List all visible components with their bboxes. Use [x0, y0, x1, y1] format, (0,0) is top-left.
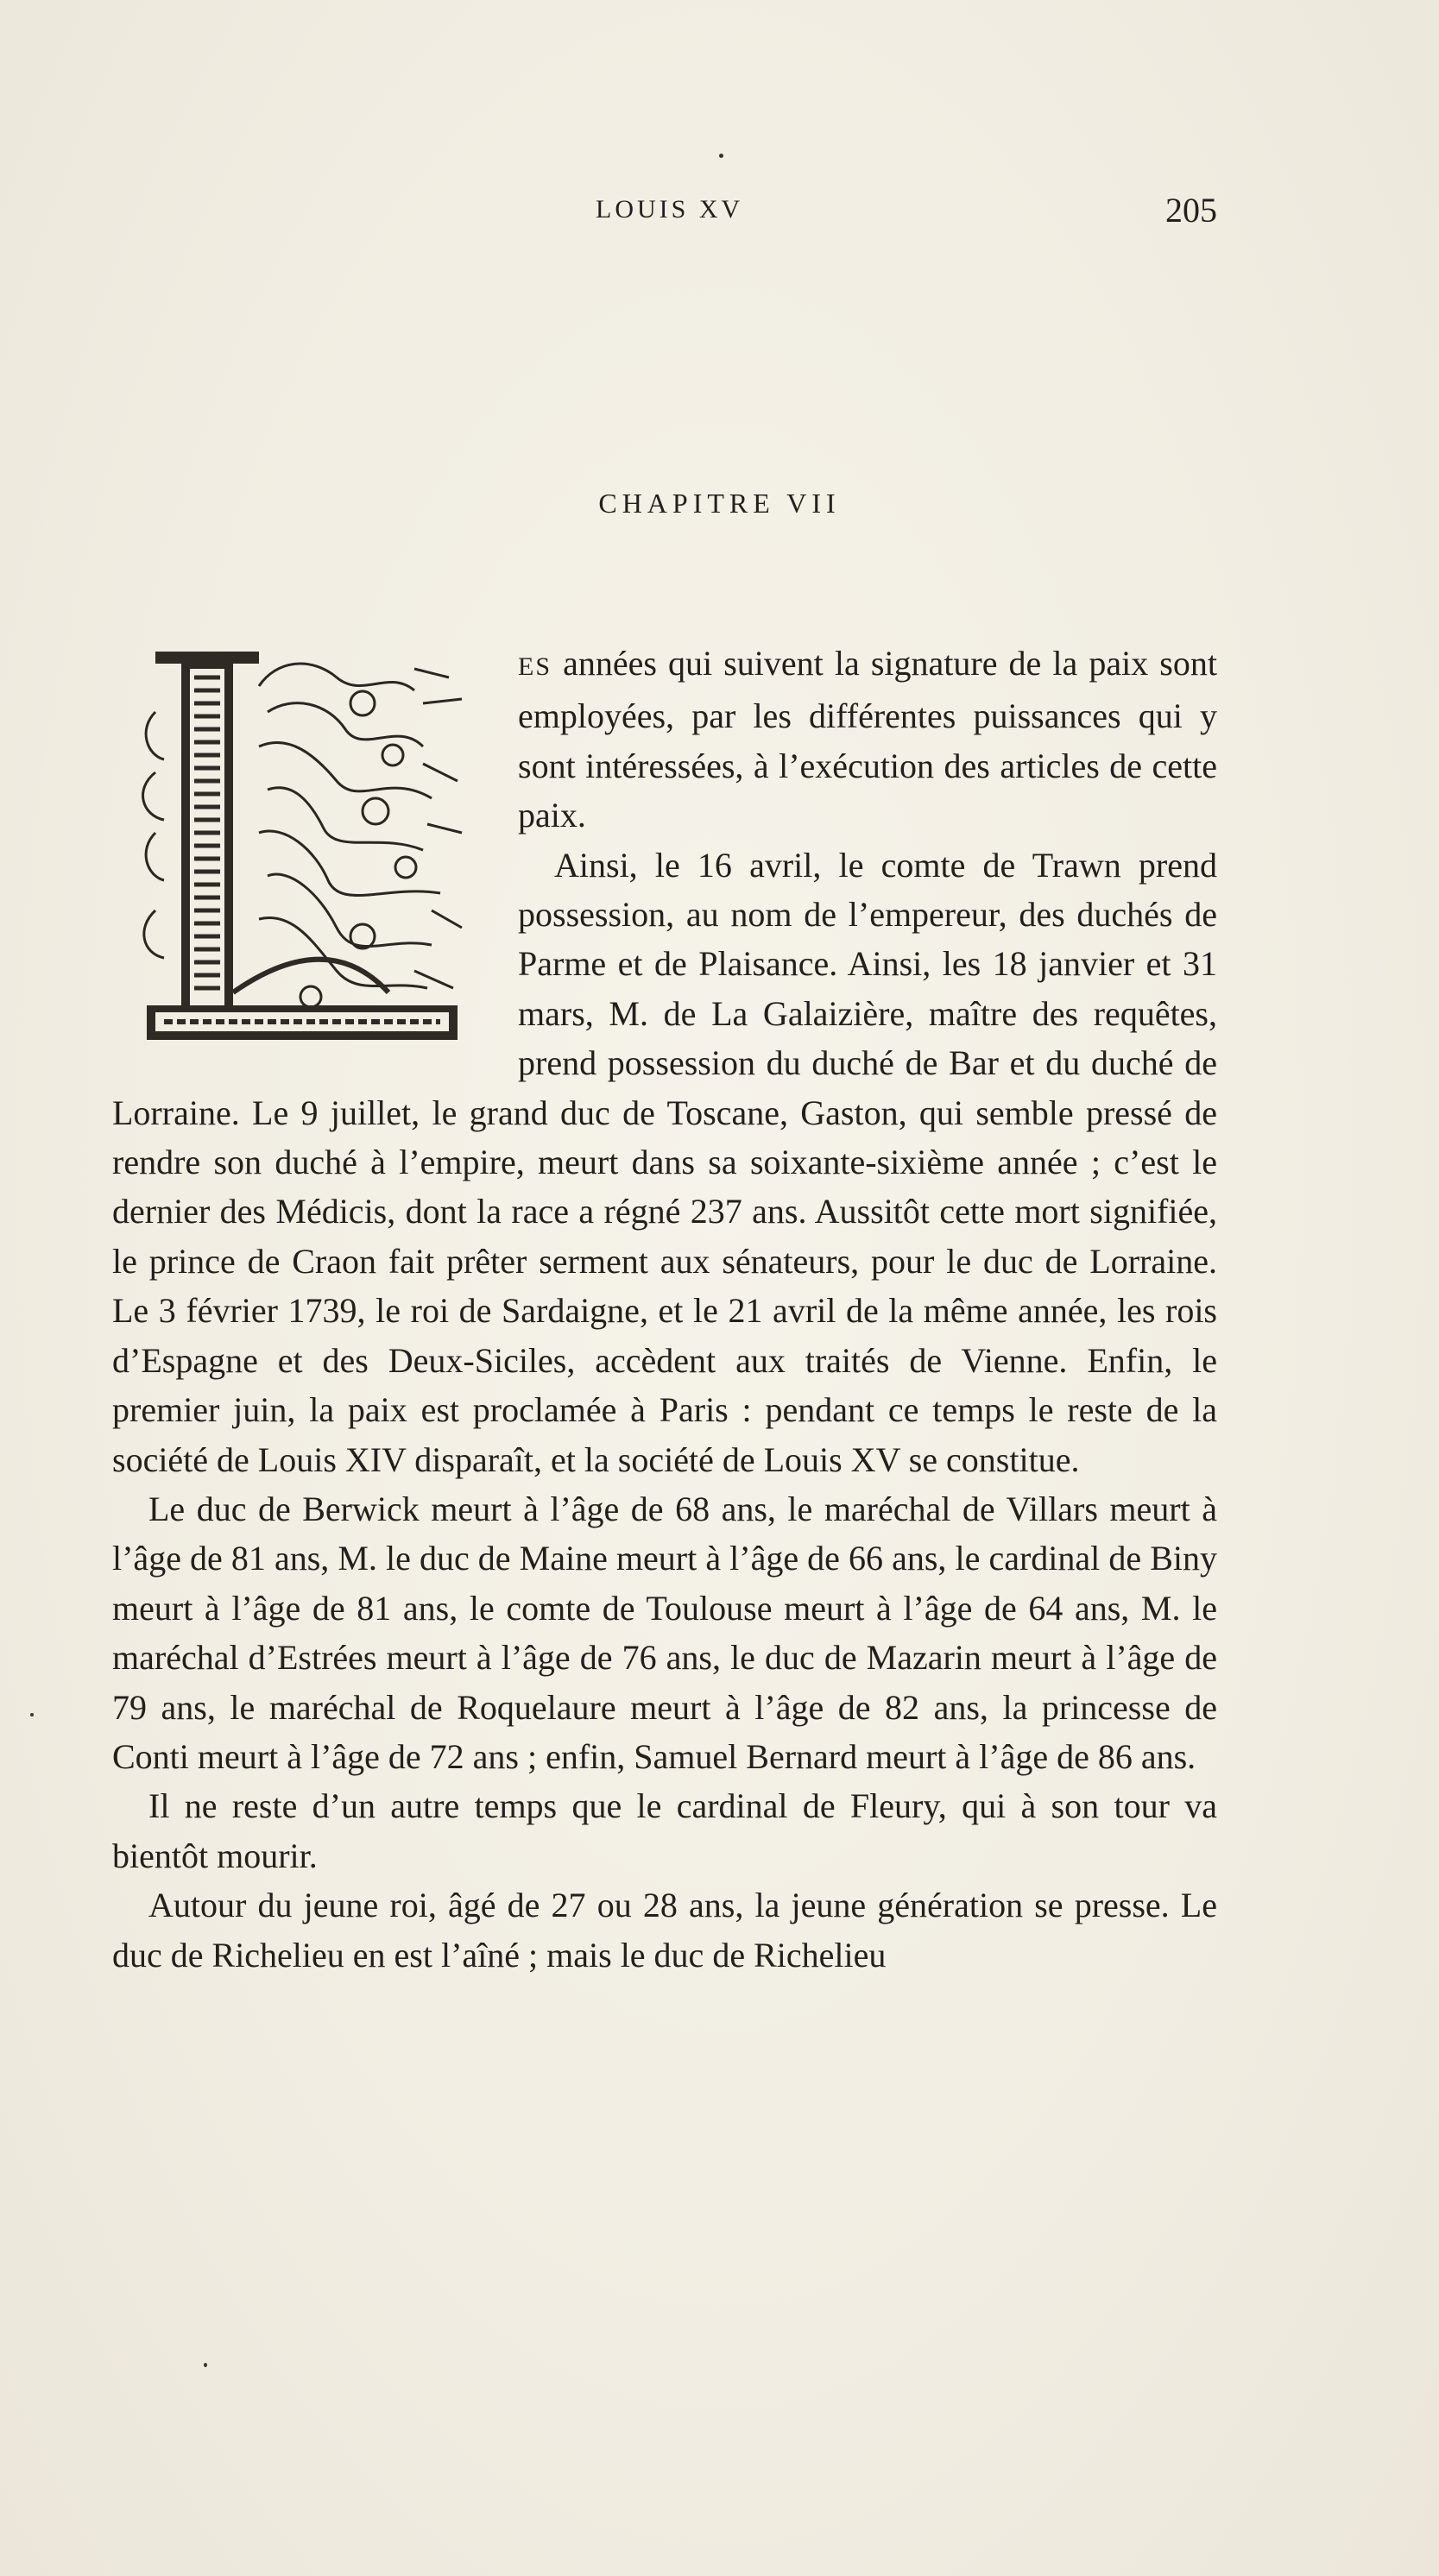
page-number: 205 — [1165, 191, 1217, 230]
speck-left — [30, 1713, 34, 1716]
paragraph-5: Autour du jeune roi, âgé de 27 ou 28 ans, la jeune génération se presse. Le duc de Richelieu en est l’aîné ; mais le duc de Richelieu — [112, 1886, 1217, 1975]
drop-cap-spacer — [112, 639, 518, 1085]
drop-cap-continuation: ES — [518, 652, 552, 681]
speck-bottom — [204, 2363, 207, 2367]
speck-top — [719, 154, 723, 158]
paragraph-2: Ainsi, le 16 avril, le comte de Trawn prend possession, au nom de l’empereur, des duchés de Parme et de Plaisance. Ainsi, les 18 janvier et 31 mars, M. de La Galaizière, maître des requêtes, prend possession du duché de Bar et du duché de Lorraine. Le 9 juillet, le grand duc de Toscane, Gaston, qui semble pressé de rendre son duché à l’empire, meurt dans sa soixante-sixième année ; c’est le dernier des Médicis, dont la race a régné 237 ans. Aussitôt cette mort signifiée, le prince de Craon fait prêter serment aux sénateurs, pour le duc de Lorraine. Le 3 février 1739, le roi de Sardaigne, et le 21 avril de la même année, les rois d’Espagne et des Deux-Siciles, accèdent aux traités de Vienne. Enfin, le premier juin, la paix est proclamée à Paris : pendant ce temps le reste de la société de Louis XIV disparaît, et la société de Louis XV se constitue. — [112, 845, 1217, 1479]
paragraph-4: Il ne reste d’un autre temps que le cardinal de Fleury, qui à son tour va bientôt mourir. — [112, 1786, 1217, 1875]
body-text — [112, 639, 1217, 1980]
page-header — [112, 190, 1217, 233]
paragraph-1-text: années qui suivent la signature de la paix sont employées, par les différentes puissances qui y sont intéressées, à l’exécution des articles de cette paix. — [518, 644, 1217, 835]
chapter-title: CHAPITRE VII — [598, 488, 841, 519]
paragraph-3: Le duc de Berwick meurt à l’âge de 68 ans, le maréchal de Villars meurt à l’âge de 81 ans, M. le duc de Maine meurt à l’âge de 66 ans, le cardinal de Biny meurt à l’âge de 81 ans, le comte de Toulouse meurt à l’âge de 64 ans, M. le maréchal d’Estrées meurt à l’âge de 76 ans, le duc de Mazarin meurt à l’âge de 79 ans, le maréchal de Roquelaure meurt à l’âge de 82 ans, la princesse de Conti meurt à l’âge de 72 ans ; enfin, Samuel Bernard meurt à l’âge de 86 ans. — [112, 1489, 1217, 1776]
running-head: LOUIS XV — [596, 195, 744, 224]
